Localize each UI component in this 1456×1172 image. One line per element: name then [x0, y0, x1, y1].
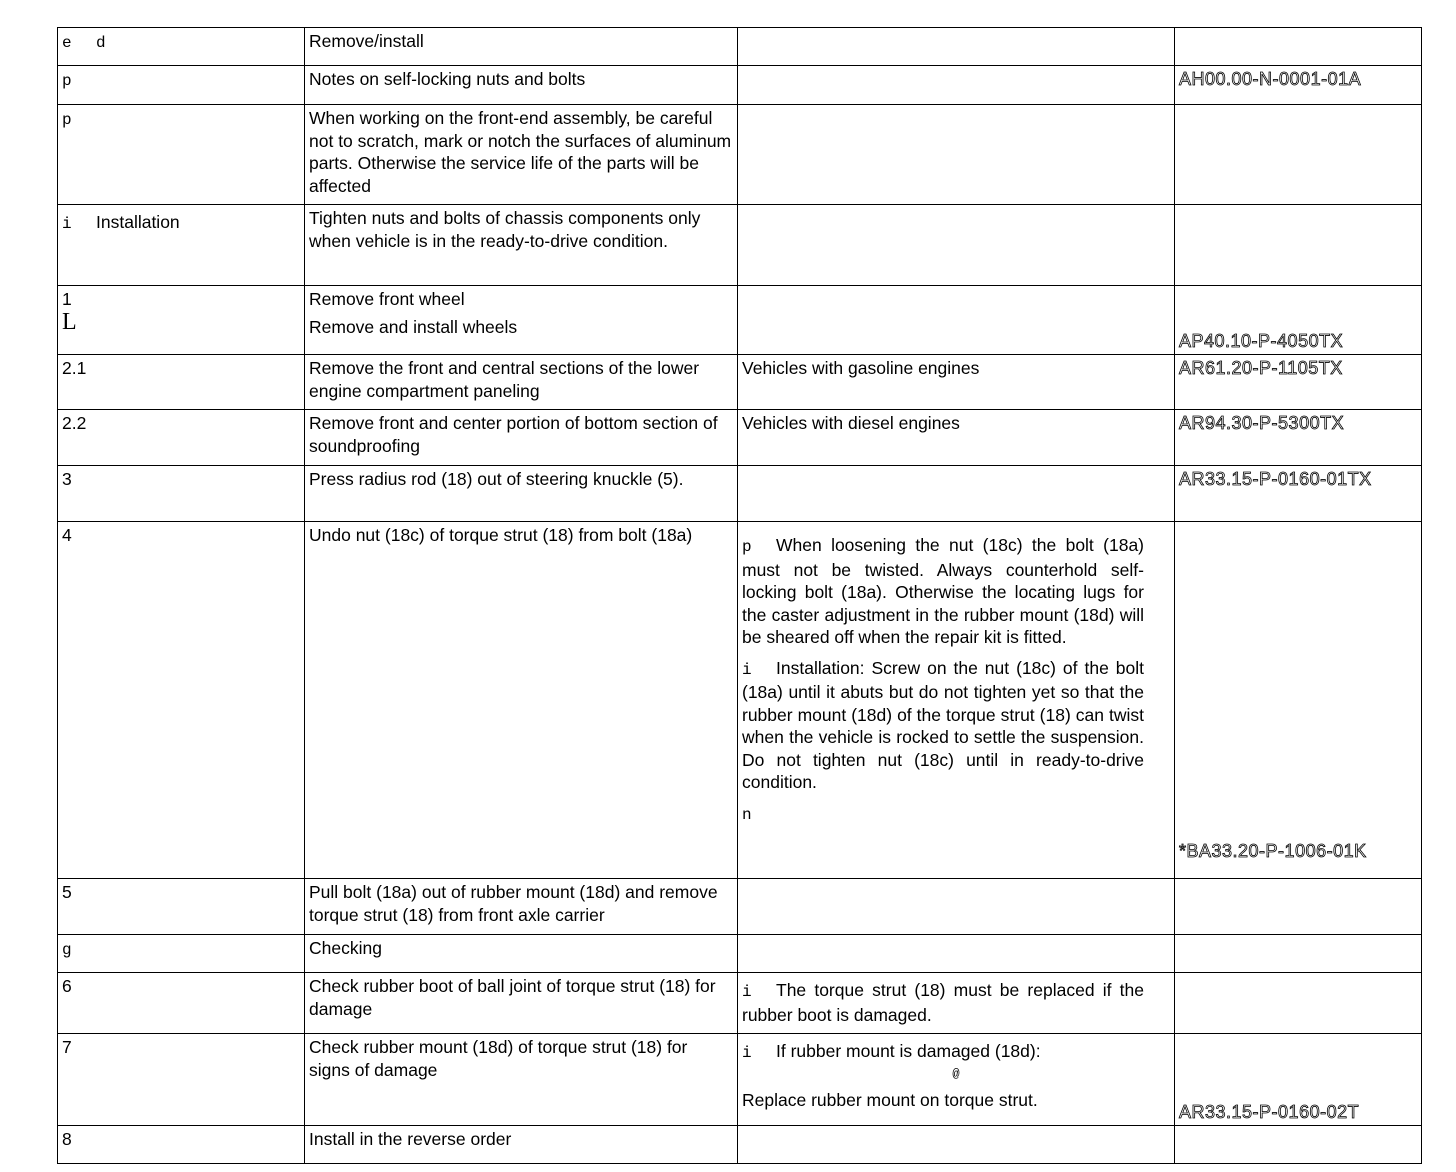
- step-cell: [58, 66, 305, 105]
- info-note-text: The torque strut (18) must be replaced if the rubber boot is damaged.: [742, 980, 1144, 1025]
- info-note-text: If rubber mount is damaged (18d):: [776, 1041, 1041, 1061]
- note-cell: [738, 105, 1175, 205]
- note-cell: Vehicles with gasoline engines: [738, 355, 1175, 410]
- step-cell: [58, 935, 305, 973]
- ref-cell[interactable]: [1175, 1034, 1422, 1126]
- symbol-p: p: [742, 538, 752, 556]
- table-row: [58, 1034, 1422, 1126]
- ref-cell[interactable]: [1175, 466, 1422, 522]
- installation-note: [742, 657, 1144, 794]
- symbol-d: d: [96, 34, 106, 52]
- ref-cell: [1175, 28, 1422, 66]
- step-cell: [58, 28, 305, 66]
- ref-cell[interactable]: [1175, 286, 1422, 355]
- table-row: [58, 355, 1422, 410]
- at-icon: @: [952, 1066, 960, 1081]
- table-row: [58, 973, 1422, 1034]
- step-cell: 7: [58, 1034, 305, 1126]
- reference-link[interactable]: *BA33.20-P-1006-01K: [1179, 840, 1367, 861]
- note-cell: [738, 466, 1175, 522]
- symbol-p: p: [62, 111, 72, 129]
- note-cell: [738, 205, 1175, 286]
- caution-note: [742, 534, 1144, 649]
- action-cell: Undo nut (18c) of torque strut (18) from bolt (18a): [305, 522, 738, 879]
- step-cell: 4: [58, 522, 305, 879]
- ref-cell[interactable]: [1175, 522, 1422, 879]
- note-cell: [738, 66, 1175, 105]
- note-cell: [738, 973, 1175, 1034]
- caution-text: When loosening the nut (18c) the bolt (18a) must not be twisted. Always counterhold self-locking bolt (18a). Otherwise the locating lugs for the caster adjustment in the rubber mount (18d) will be sheared off when the repair kit is fitted.: [742, 535, 1144, 647]
- action-cell: Install in the reverse order: [305, 1126, 738, 1164]
- note-cell: [738, 28, 1175, 66]
- step-number: 1: [62, 289, 72, 309]
- ref-cell: [1175, 1126, 1422, 1164]
- symbol-i: i: [742, 660, 752, 679]
- action-cell: Check rubber boot of ball joint of torque strut (18) for damage: [305, 973, 738, 1034]
- note-cell: [738, 286, 1175, 355]
- symbol-i: i: [742, 983, 752, 1001]
- ref-cell[interactable]: [1175, 355, 1422, 410]
- ref-cell[interactable]: [1175, 410, 1422, 466]
- table-row: [58, 205, 1422, 286]
- action-cell: Remove the front and central sections of the lower engine compartment paneling: [305, 355, 738, 410]
- action-cell: When working on the front-end assembly, be careful not to scratch, mark or notch the surfaces of aluminum parts. Otherwise the service life of the parts will be affected: [305, 105, 738, 205]
- action-text: Remove front wheel: [309, 289, 465, 309]
- reference-link[interactable]: AP40.10-P-4050TX: [1179, 330, 1344, 351]
- step-cell: [58, 105, 305, 205]
- ref-cell: [1175, 879, 1422, 935]
- table-row: [58, 1126, 1422, 1164]
- action-cell: Pull bolt (18a) out of rubber mount (18d) and remove torque strut (18) from front axle carrier: [305, 879, 738, 935]
- info-note-followup: Replace rubber mount on torque strut.: [742, 1089, 1038, 1110]
- ref-cell: [1175, 105, 1422, 205]
- reference-link[interactable]: AR61.20-P-1105TX: [1179, 358, 1343, 378]
- table-row: [58, 66, 1422, 105]
- table-row: [58, 410, 1422, 466]
- installation-label: Installation: [96, 212, 180, 232]
- action-cell: Tighten nuts and bolts of chassis components only when vehicle is in the ready-to-drive condition.: [305, 205, 738, 286]
- action-cell: Remove/install: [305, 28, 738, 66]
- step-cell: [58, 286, 305, 355]
- table-row: [58, 286, 1422, 355]
- step-cell: 5: [58, 879, 305, 935]
- action-cell: Press radius rod (18) out of steering knuckle (5).: [305, 466, 738, 522]
- procedure-table: [57, 27, 1422, 1164]
- ref-cell: [1175, 973, 1422, 1034]
- action-cell: Checking: [305, 935, 738, 973]
- reference-link[interactable]: AR33.15-P-0160-02T: [1179, 1101, 1360, 1122]
- step-cell: 8: [58, 1126, 305, 1164]
- step-cell: 2.2: [58, 410, 305, 466]
- note-cell: [738, 1034, 1175, 1126]
- symbol-e: e: [62, 34, 72, 52]
- ref-cell[interactable]: [1175, 66, 1422, 105]
- symbol-i: i: [62, 215, 72, 233]
- action-cell: Notes on self-locking nuts and bolts: [305, 66, 738, 105]
- note-cell: [738, 522, 1175, 879]
- step-cell: 3: [58, 466, 305, 522]
- reference-link[interactable]: AH00.00-N-0001-01A: [1179, 69, 1362, 89]
- step-cell: [58, 205, 305, 286]
- step-cell: 2.1: [58, 355, 305, 410]
- info-note: [742, 979, 1144, 1026]
- action-cell: [305, 286, 738, 355]
- info-note: [742, 1040, 1170, 1065]
- note-cell: [738, 879, 1175, 935]
- note-cell: [738, 935, 1175, 973]
- symbol-g: g: [62, 941, 72, 959]
- note-cell: [738, 1126, 1175, 1164]
- action-subtext: Remove and install wheels: [309, 316, 518, 337]
- reference-link[interactable]: AR33.15-P-0160-01TX: [1179, 469, 1372, 489]
- installation-note-text: Screw on the nut (18c) of the bolt (18a) until it abuts but do not tighten yet so that the rubber mount (18d) of the torque strut (18) can twist when the vehicle is rocked to settle the suspension. Do not tighten nut (18c) until in ready-to-drive condition.: [742, 657, 1144, 792]
- installation-note-label: Installation:: [776, 657, 865, 678]
- table-row: [58, 879, 1422, 935]
- symbol-n: n: [742, 805, 752, 824]
- ref-cell: [1175, 205, 1422, 286]
- table-row: [58, 466, 1422, 522]
- symbol-p: p: [62, 72, 72, 90]
- ref-cell: [1175, 935, 1422, 973]
- table-row: [58, 935, 1422, 973]
- symbol-i: i: [742, 1044, 752, 1062]
- note-cell: Vehicles with diesel engines: [738, 410, 1175, 466]
- action-cell: Check rubber mount (18d) of torque strut (18) for signs of damage: [305, 1034, 738, 1126]
- action-cell: Remove front and center portion of bottom section of soundproofing: [305, 410, 738, 466]
- tool-note: [742, 802, 1144, 827]
- reference-link[interactable]: AR94.30-P-5300TX: [1179, 413, 1345, 433]
- table-row: [58, 28, 1422, 66]
- table-row: [58, 105, 1422, 205]
- step-cell: 6: [58, 973, 305, 1034]
- table-row: [58, 522, 1422, 879]
- symbol-l: L: [62, 308, 77, 335]
